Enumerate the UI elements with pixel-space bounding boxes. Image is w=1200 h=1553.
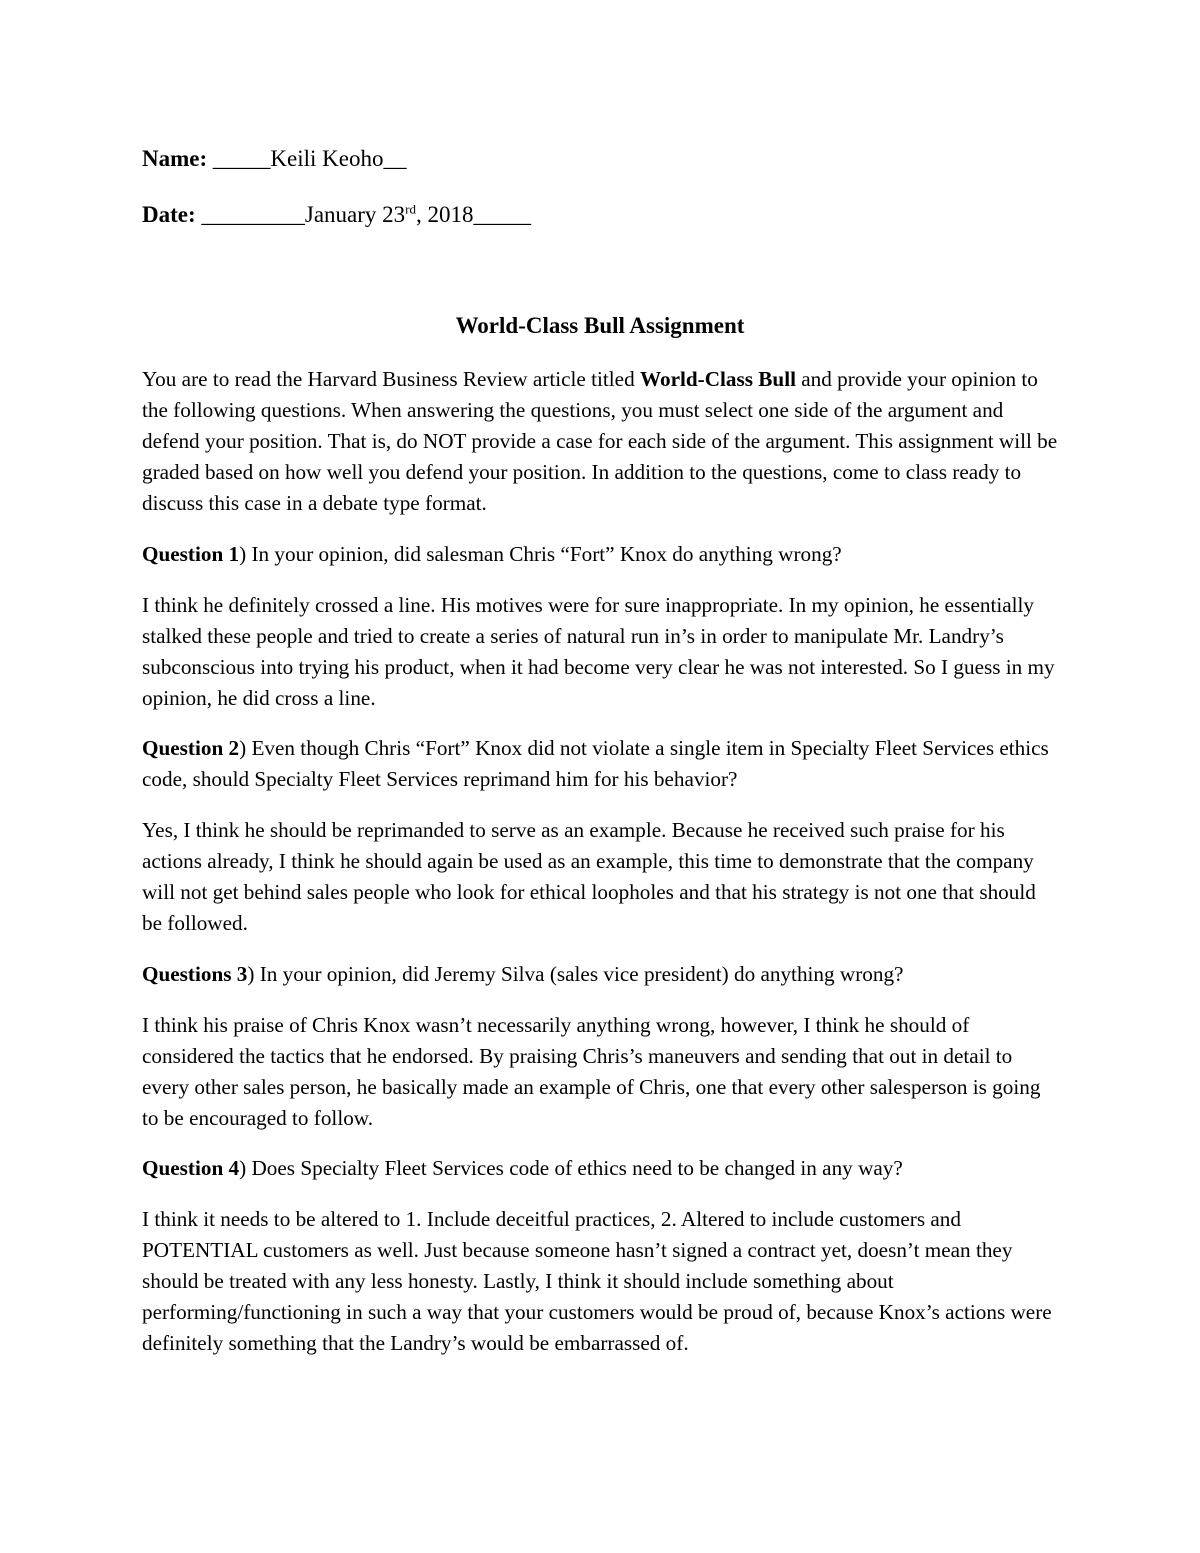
answer-4: I think it needs to be altered to 1. Include deceitful practices, 2. Altered to include customers and POTENTIAL customers as well. Just because someone hasn’t signed a contract yet, doesn’t mean they should be treated with any less honesty. Lastly, I think it should include something about performing/functioning in such a way that your customers would be proud of, because Knox’s actions were definitely something that the Landry’s would be embarrassed of. — [142, 1207, 1052, 1355]
question-text: ) In your opinion, did Jeremy Silva (sales vice president) do anything wrong? — [247, 962, 904, 986]
date-value-year: , 2018_____ — [416, 202, 532, 227]
question-label: Question 1 — [142, 542, 240, 566]
date-label: Date: — [142, 202, 196, 227]
date-ordinal-suffix: rd — [405, 201, 417, 217]
question-text: ) In your opinion, did salesman Chris “Fort” Knox do anything wrong? — [239, 542, 842, 566]
question-label: Question 4 — [142, 1156, 240, 1180]
answer-1: I think he definitely crossed a line. His motives were for sure inappropriate. In my opinion, he essentially stalked these people and tried to create a series of natural run in’s in order to manipulate Mr. Landry’s subconscious into trying his product, when it had become very clear he was not interested. So I guess in my opinion, he did cross a line. — [142, 593, 1055, 710]
article-title: World-Class Bull — [639, 367, 796, 391]
question-label: Question 2 — [142, 736, 240, 760]
name-label: Name: — [142, 146, 208, 171]
question-label: Questions 3 — [142, 962, 248, 986]
question-text: ) Even though Chris “Fort” Knox did not violate a single item in Specialty Fleet Services ethics code, should Specialty Fleet Services reprimand him for his behavior? — [142, 736, 1049, 791]
name-value: _____Keili Keoho__ — [212, 146, 407, 171]
date-line — [142, 201, 531, 229]
date-value-main: _________January 23 — [201, 202, 406, 227]
intro-text-start: You are to read the Harvard Business Review article titled — [142, 367, 640, 391]
question-3 — [142, 959, 1058, 990]
intro-text-end: and provide your opinion to the following questions. When answering the questions, you must select one side of the argument and defend your position. That is, do NOT provide a case for each side of the argument. This assignment will be graded based on how well you defend your position. In addition to the questions, come to class ready to discuss this case in a debate type format. — [142, 367, 1058, 515]
date-value — [201, 202, 531, 227]
assignment-title: World-Class Bull Assignment — [455, 313, 745, 338]
name-line — [142, 145, 406, 173]
question-text: ) Does Specialty Fleet Services code of ethics need to be changed in any way? — [239, 1156, 903, 1180]
intro-paragraph — [142, 364, 1058, 519]
question-1 — [142, 539, 1058, 570]
answer-2: Yes, I think he should be reprimanded to serve as an example. Because he received such praise for his actions already, I think he should again be used as an example, this time to demonstrate that the company will not get behind sales people who look for ethical loopholes and that his strategy is not one that should be followed. — [142, 818, 1036, 935]
answer-3: I think his praise of Chris Knox wasn’t necessarily anything wrong, however, I think he should of considered the tactics that he endorsed. By praising Chris’s maneuvers and sending that out in detail to every other sales person, he basically made an example of Chris, one that every other salesperson is going to be encouraged to follow. — [142, 1013, 1041, 1130]
question-4 — [142, 1153, 1058, 1184]
question-2 — [142, 733, 1058, 795]
